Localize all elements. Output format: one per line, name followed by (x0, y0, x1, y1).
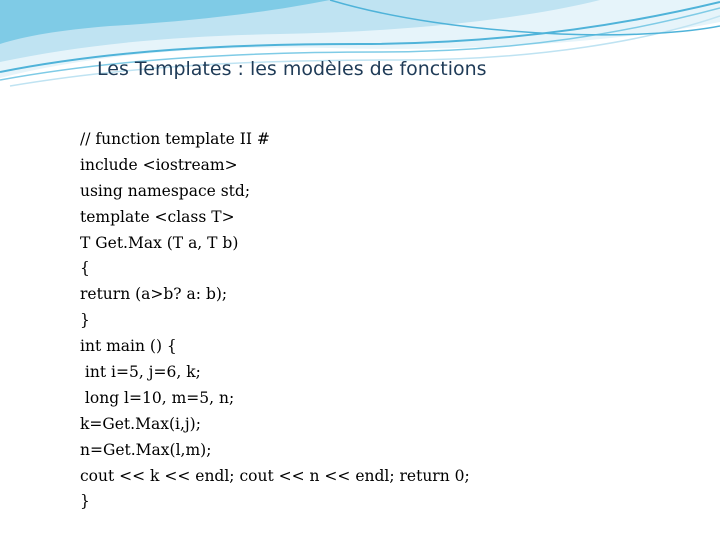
code-line: int i=5, j=6, k; (80, 363, 201, 382)
code-line: using namespace std; (80, 181, 251, 200)
code-line: template <class T> (80, 207, 235, 226)
code-line: } (80, 311, 90, 330)
code-listing (80, 127, 470, 515)
code-line: { (80, 259, 90, 278)
header-swoosh-decoration (0, 0, 720, 95)
code-line: // function template II # (80, 130, 270, 148)
code-line: include <iostream> (80, 155, 238, 174)
code-line: n=Get.Max(l,m); (80, 440, 212, 459)
code-line: cout << k << endl; cout << n << endl; return 0; (80, 466, 470, 485)
code-line: k=Get.Max(i,j); (80, 414, 201, 433)
slide-title: Les Templates : les modèles de fonctions (97, 58, 487, 80)
code-line: T Get.Max (T a, T b) (80, 233, 239, 252)
code-line: } (80, 492, 90, 511)
code-line: long l=10, m=5, n; (80, 388, 235, 407)
code-line: int main () { (80, 337, 177, 356)
code-line: return (a>b? a: b); (80, 285, 228, 304)
